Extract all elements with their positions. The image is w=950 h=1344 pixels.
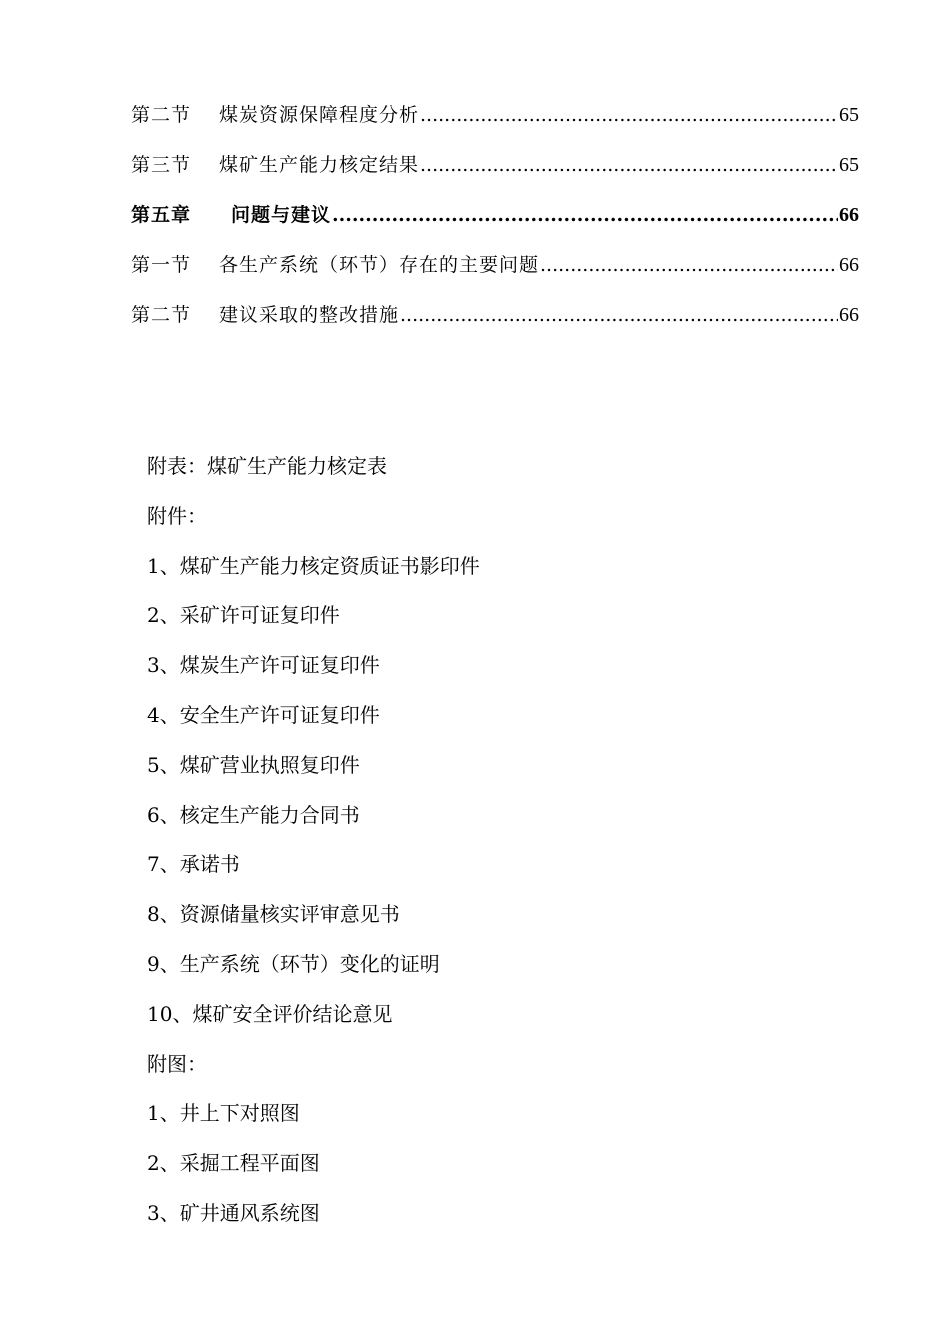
- toc-leader-dots: [540, 254, 838, 276]
- toc-leader-dots: [420, 104, 838, 126]
- toc-chapter-entry[interactable]: [131, 200, 859, 250]
- toc-entry[interactable]: [131, 100, 859, 150]
- attached-file-item: 4、安全生产许可证复印件: [147, 702, 380, 727]
- toc-leader-dots: [332, 204, 838, 226]
- toc-page-number: 65: [839, 154, 859, 176]
- toc-entry[interactable]: [131, 250, 859, 300]
- toc-page-number: 66: [839, 304, 859, 326]
- toc-entry[interactable]: [131, 150, 859, 200]
- toc-section-title: 煤矿生产能力核定结果: [219, 154, 420, 176]
- toc-section-number: 第二节: [131, 104, 192, 126]
- attached-files-heading: 附件：: [147, 503, 207, 528]
- attached-file-item: 1、煤矿生产能力核定资质证书影印件: [147, 553, 480, 578]
- toc-section-number: 第三节: [131, 154, 192, 176]
- toc-page-number: 66: [839, 254, 859, 276]
- toc-chapter-title: 问题与建议: [231, 204, 332, 226]
- toc-page-number: 65: [839, 104, 859, 126]
- toc-section-number: 第二节: [131, 304, 192, 326]
- toc-section-title: 煤炭资源保障程度分析: [219, 104, 420, 126]
- attached-file-item: 9、生产系统（环节）变化的证明: [147, 951, 440, 976]
- attached-figures-heading: 附图：: [147, 1051, 207, 1076]
- table-of-contents: [131, 100, 859, 350]
- toc-section-number: 第一节: [131, 254, 192, 276]
- attached-file-item: 7、承诺书: [147, 852, 240, 877]
- attachments-list: [147, 448, 847, 1245]
- toc-entry[interactable]: [131, 300, 859, 350]
- toc-section-title: 各生产系统（环节）存在的主要问题: [219, 254, 540, 276]
- attached-file-item: 10、煤矿安全评价结论意见: [147, 1001, 393, 1026]
- attached-figure-item: 3、矿井通风系统图: [147, 1200, 320, 1225]
- attached-file-item: 3、煤炭生产许可证复印件: [147, 653, 380, 678]
- toc-leader-dots: [400, 304, 838, 326]
- attached-file-item: 2、采矿许可证复印件: [147, 603, 340, 628]
- attached-file-item: 6、核定生产能力合同书: [147, 802, 360, 827]
- toc-chapter-number: 第五章: [131, 204, 192, 226]
- attached-file-item: 5、煤矿营业执照复印件: [147, 752, 360, 777]
- toc-section-title: 建议采取的整改措施: [219, 304, 400, 326]
- attached-table-label: 附表：煤矿生产能力核定表: [147, 454, 387, 478]
- attached-figure-item: 1、井上下对照图: [147, 1101, 300, 1126]
- toc-leader-dots: [420, 154, 838, 176]
- attached-figure-item: 2、采掘工程平面图: [147, 1151, 320, 1176]
- toc-page-number: 66: [839, 204, 859, 226]
- attached-file-item: 8、资源储量核实评审意见书: [147, 902, 400, 927]
